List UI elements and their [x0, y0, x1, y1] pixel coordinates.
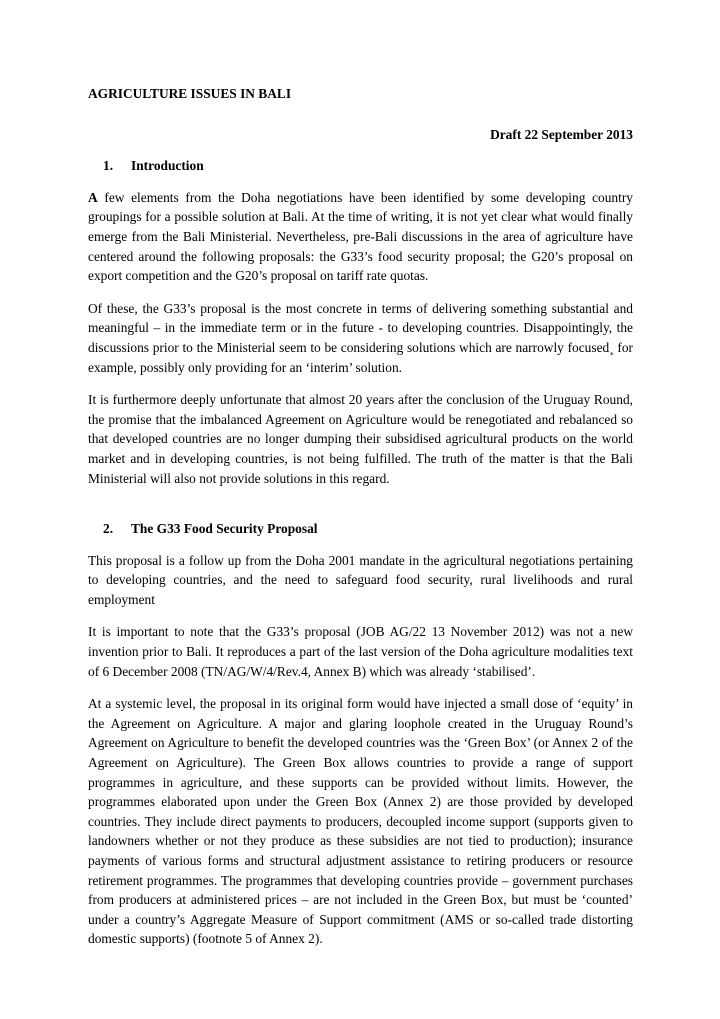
document-title: AGRICULTURE ISSUES IN BALI — [88, 86, 292, 101]
paragraph: It is important to note that the G33’s proposal (JOB AG/22 13 November 2012) was not a new invention prior to Bali. It reproduces a part of the last version of the Doha agriculture modalities text of 6 December 2008 (TN/AG/W/4/Rev.4, Annex B) which was already ‘stabilised’. — [88, 624, 633, 679]
paragraph: At a systemic level, the proposal in its original form would have injected a small dose of ‘equity’ in the Agreement on Agriculture. A major and glaring loophole created in the Uruguay Round’s Agreement on Agriculture to benefit the developed countries was the ‘Green Box’ (or Annex 2 of the Agreement on Agriculture). The Green Box allows countries to provide a range of support programmes in agriculture, and these supports can be provided without limits. However, the programmes elaborated upon under the Green Box (Annex 2) are those provided by developed countries. They include direct payments to producers, decoupled income support (supports given to landowners whether or not they produce as these subsidies are not tied to production); insurance payments of various forms and structural adjustment assistance to retiring producers or resource retirement programmes. The programmes that developing countries provide – government purchases from producers at administered prices – are not included in the Green Box, but must be ‘counted’ under a country’s Aggregate Measure of Support commitment (AMS or so-called trade distorting domestic supports) (footnote 5 of Annex 2). — [88, 696, 633, 947]
paragraph — [88, 188, 633, 286]
paragraph: This proposal is a follow up from the Doha 2001 mandate in the agricultural negotiations pertaining to developing countries, and the need to safeguard food security, rural livelihoods and rural employment — [88, 552, 633, 607]
paragraph: Of these, the G33’s proposal is the most concrete in terms of delivering something substantial and meaningful – in the immediate term or in the future - to developing countries. Disappointingly, the discussions prior to the Ministerial seem to be considering solutions which are narrowly focused¸ for example, possibly only providing for an ‘interim’ solution. — [88, 300, 633, 375]
document-page — [88, 84, 633, 949]
section-heading-g33-proposal — [88, 519, 633, 539]
section-title: Introduction — [131, 158, 204, 174]
paragraph: It is furthermore deeply unfortunate that almost 20 years after the conclusion of the Uruguay Round, the promise that the imbalanced Agreement on Agriculture would be renegotiated and rebalanced so that developed countries are no longer dumping their subsidised agricultural products on the world market and in developing countries, is not being fulfilled. The truth of the matter is that the Bali Ministerial will also not provide solutions in this regard. — [88, 392, 633, 486]
section-number: 1. — [103, 158, 114, 174]
draft-date: Draft 22 September 2013 — [490, 126, 633, 142]
section-heading-introduction — [88, 156, 633, 176]
paragraph-text: few elements from the Doha negotiations have been identified by some developing country groupings for a possible solution at Bali. At the time of writing, it is not yet clear what would finally emerge from the Bali Ministerial. Nevertheless, pre-Bali discussions in the area of agriculture have centered around the following proposals: the G33’s food security proposal; the G20’s proposal on export competition and the G20’s proposal on tariff rate quotas. — [88, 189, 633, 284]
paragraph-lead-letter: A — [88, 189, 98, 205]
section-title: The G33 Food Security Proposal — [131, 521, 318, 537]
section-number: 2. — [103, 521, 114, 537]
